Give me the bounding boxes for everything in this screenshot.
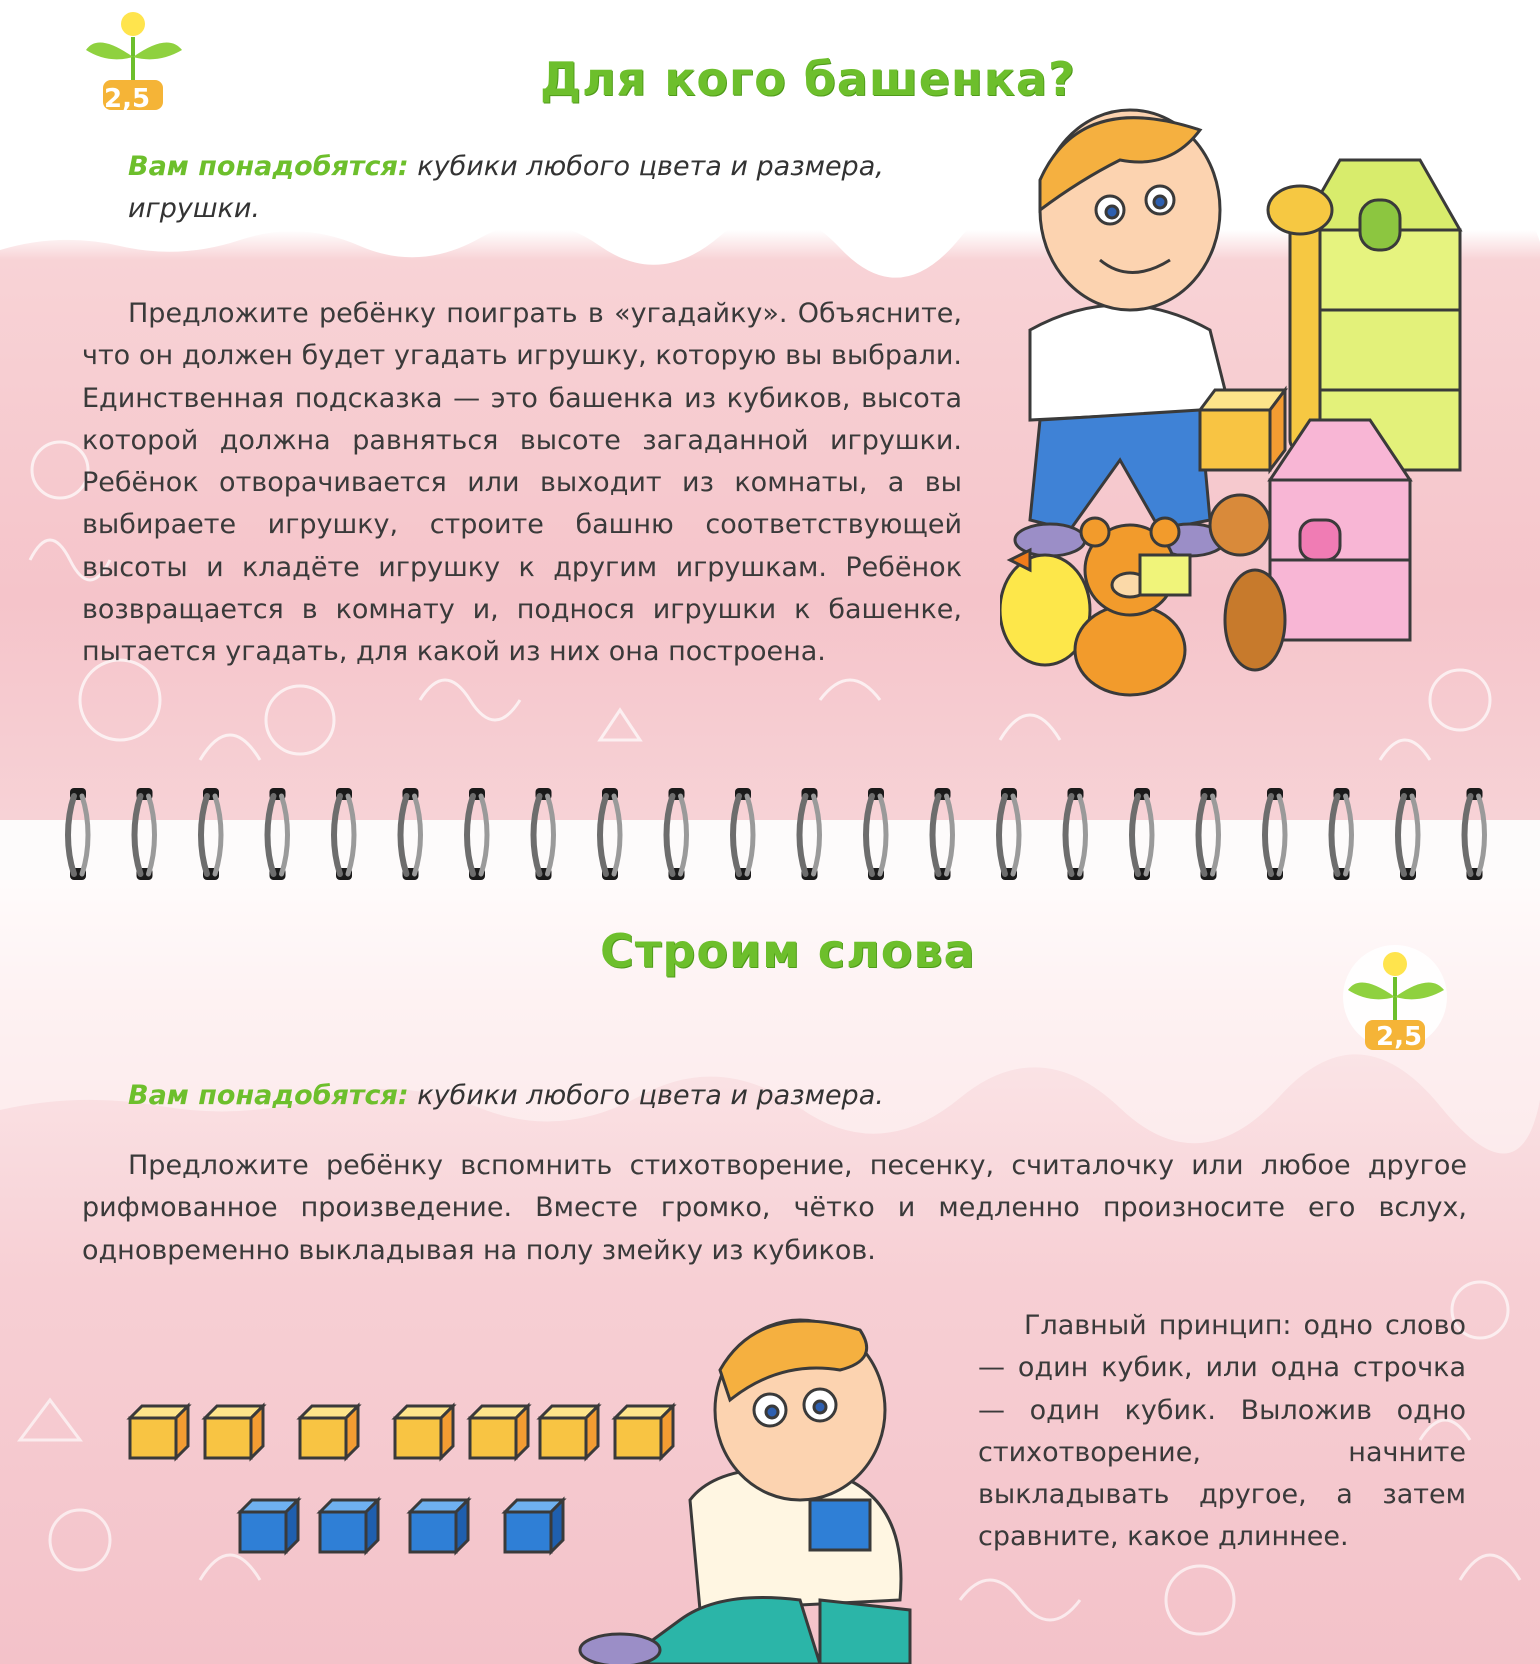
section1-needs-text: кубики любого цвета и размера, игрушки.	[128, 151, 884, 224]
spiral-ring	[1066, 788, 1086, 880]
spiral-rings	[0, 780, 1540, 890]
section1-needs	[128, 146, 978, 230]
spiral-ring	[268, 788, 288, 880]
spiral-ring	[933, 788, 953, 880]
spiral-ring	[1398, 788, 1418, 880]
cubes-and-boy-illustration	[120, 1300, 920, 1664]
page-top	[0, 0, 1540, 820]
section1-paragraph: Предложите ребёнку поиграть в «угадайку». Объясните, что он должен будет угадать игрушку, которую вы выбрали. Единственная подсказка — это башенка из кубиков, высота которой должна равняться высоте загаданной игрушки. Ребёнок отворачивается или выходит из комнаты, а вы выбираете игрушку, строите башню соответствующей высоты и кладёте игрушку к другим игрушкам. Ребёнок возвращается в комнату и, поднося игрушки к башенке, пытается угадать, для какой из них она построена.	[82, 298, 962, 668]
age-badge-bottom-label: 2,5	[1376, 1022, 1423, 1052]
spiral-ring	[733, 788, 753, 880]
spiral-ring	[999, 788, 1019, 880]
spiral-binding	[0, 780, 1540, 890]
spiral-ring	[1465, 788, 1485, 880]
section2-needs-text: кубики любого цвета и размера.	[417, 1080, 884, 1111]
spiral-ring	[334, 788, 354, 880]
section1-body	[82, 293, 962, 674]
spiral-ring	[1199, 788, 1219, 880]
page-bottom	[0, 880, 1540, 1664]
spiral-ring	[800, 788, 820, 880]
spiral-ring	[1132, 788, 1152, 880]
spiral-ring	[600, 788, 620, 880]
section2-paragraph2: Главный принцип: одно слово — один кубик, или одна строчка — один кубик. Выложив одно стихотворение, начните выкладывать другое, а затем сравните, какое длиннее.	[978, 1310, 1466, 1553]
boy-with-toys-illustration	[1000, 100, 1470, 700]
section2-needs-label: Вам понадобятся:	[128, 1080, 409, 1111]
spiral-ring	[1332, 788, 1352, 880]
spiral-ring	[866, 788, 886, 880]
yellow-cubes-row	[130, 1406, 673, 1458]
spiral-ring	[201, 788, 221, 880]
section2-paragraph1: Предложите ребёнку вспомнить стихотворение, песенку, считалочку или любое другое рифмованное произведение. Вместе громко, чётко и медленно произносите его вслух, одновременно выкладывая на полу змейку из кубиков.	[82, 1150, 1467, 1266]
spiral-ring	[68, 788, 88, 880]
spiral-ring	[467, 788, 487, 880]
section2-needs	[128, 1075, 1228, 1117]
age-badge-label: 2,5	[104, 84, 151, 114]
section1-title: Для кого башенка?	[540, 52, 1076, 106]
section2-title: Строим слова	[600, 924, 976, 978]
spiral-ring	[667, 788, 687, 880]
section1-needs-label: Вам понадобятся:	[128, 151, 409, 182]
spiral-ring	[135, 788, 155, 880]
spiral-ring	[401, 788, 421, 880]
spiral-ring	[1265, 788, 1285, 880]
section2-body	[82, 1145, 1467, 1272]
spiral-ring	[534, 788, 554, 880]
section2-body-right	[978, 1305, 1466, 1559]
blue-cubes-row	[240, 1500, 563, 1552]
